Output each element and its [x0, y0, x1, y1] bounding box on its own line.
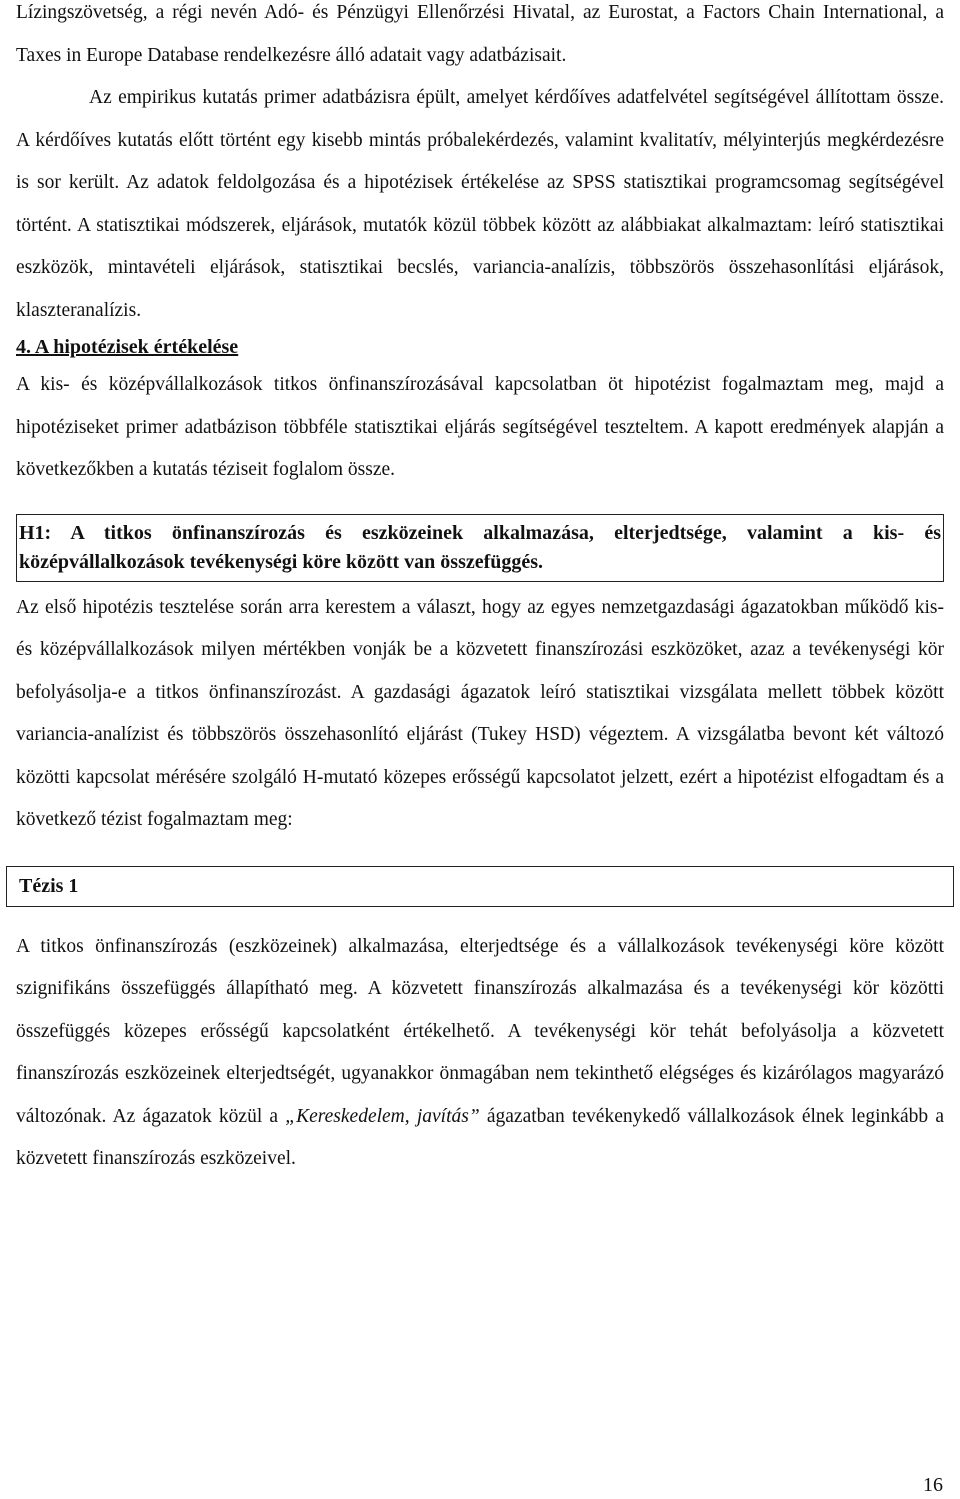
thesis-text-italic: „Kereskedelem, javítás”: [285, 1105, 480, 1127]
thesis-box: [6, 866, 954, 907]
paragraph-empirical: Az empirikus kutatás primer adatbázisra épült, amelyet kérdőíves adatfelvétel segítségével állítottam össze. A kérdőíves kutatás előtt történt egy kisebb mintás próbalekérdezés, valamint kvalitatív, mélyinterjús megkérdezésre is sor került. Az adatok feldolgozása és a hipotézisek értékelése az SPSS statisztikai programcsomag segítségével történt. A statisztikai módszerek, eljárások, mutatók közül többek között az alábbiakat alkalmaztam: leíró statisztikai eszközök, mintavételi eljárások, statisztikai becslés, variancia-analízis, többszörös összehasonlítási eljárások, klaszteranalízis.: [16, 87, 944, 321]
thesis-text: [16, 926, 944, 1181]
hypothesis-1: H1: A titkos önfinanszírozás és eszközeinek alkalmazása, elterjedtsége, valamint a kis- és középvállalkozások tevékenységi köre között van összefüggés.: [19, 521, 941, 573]
thesis-title: Tézis 1: [19, 874, 79, 897]
section-heading: 4. A hipotézisek értékelése: [16, 336, 239, 358]
paragraph-section-intro: A kis- és középvállalkozások titkos önfinanszírozásával kapcsolatban öt hipotézist fogalmaztam meg, majd a hipotéziseket primer adatbázison többféle statisztikai eljárás segítségével teszteltem. A kapott eredmények alapján a következőkben a kutatás téziseit foglalom össze.: [16, 374, 944, 480]
document-page: [16, 0, 944, 1181]
paragraph-hypothesis-test: Az első hipotézis tesztelése során arra kerestem a választ, hogy az egyes nemzetgazdasági ágazatokban működő kis- és középvállalkozások milyen mértékben vonják be a közvetett finanszírozási eszközöket, azaz a tevékenységi kör befolyásolja-e a titkos önfinanszírozást. A gazdasági ágazatok leíró statisztikai vizsgálata mellett többek között variancia-analízist és többszörös összehasonlító eljárást (Tukey HSD) végeztem. A vizsgálatba bevont két változó közötti kapcsolat mérésére szolgáló H-mutató közepes erősségű kapcsolatot jelzett, ezért a hipotézist elfogadtam és a következő tézist fogalmaztam meg:: [16, 596, 944, 830]
page-number: 16: [923, 1474, 943, 1496]
paragraph-intro-tail: Lízingszövetség, a régi nevén Adó- és Pénzügyi Ellenőrzési Hivatal, az Eurostat, a Factors Chain International, a Taxes in Europe Database rendelkezésre álló adatait vagy adatbázisait.: [16, 2, 944, 66]
hypothesis-box: [16, 514, 944, 582]
thesis-text-part1: A titkos önfinanszírozás (eszközeinek) alkalmazása, elterjedtsége és a vállalkozások tevékenységi köre között szignifikáns összefüggés állapítható meg. A közvetett finanszírozás alkalmazása és a tevékenységi kör közötti összefüggés közepes erősségű kapcsolatként értékelhető. A tevékenységi kör tehát befolyásolja a közvetett finanszírozás eszközeinek elterjedtségét, ugyanakkor önmagában nem tekinthető elégséges és kizárólagos magyarázó változónak. Az ágazatok közül a: [16, 935, 944, 1127]
thesis-text-part2: ágazatban tevékenykedő vállalkozások élnek leginkább a közvetett finanszírozás eszközeivel.: [16, 1105, 944, 1169]
